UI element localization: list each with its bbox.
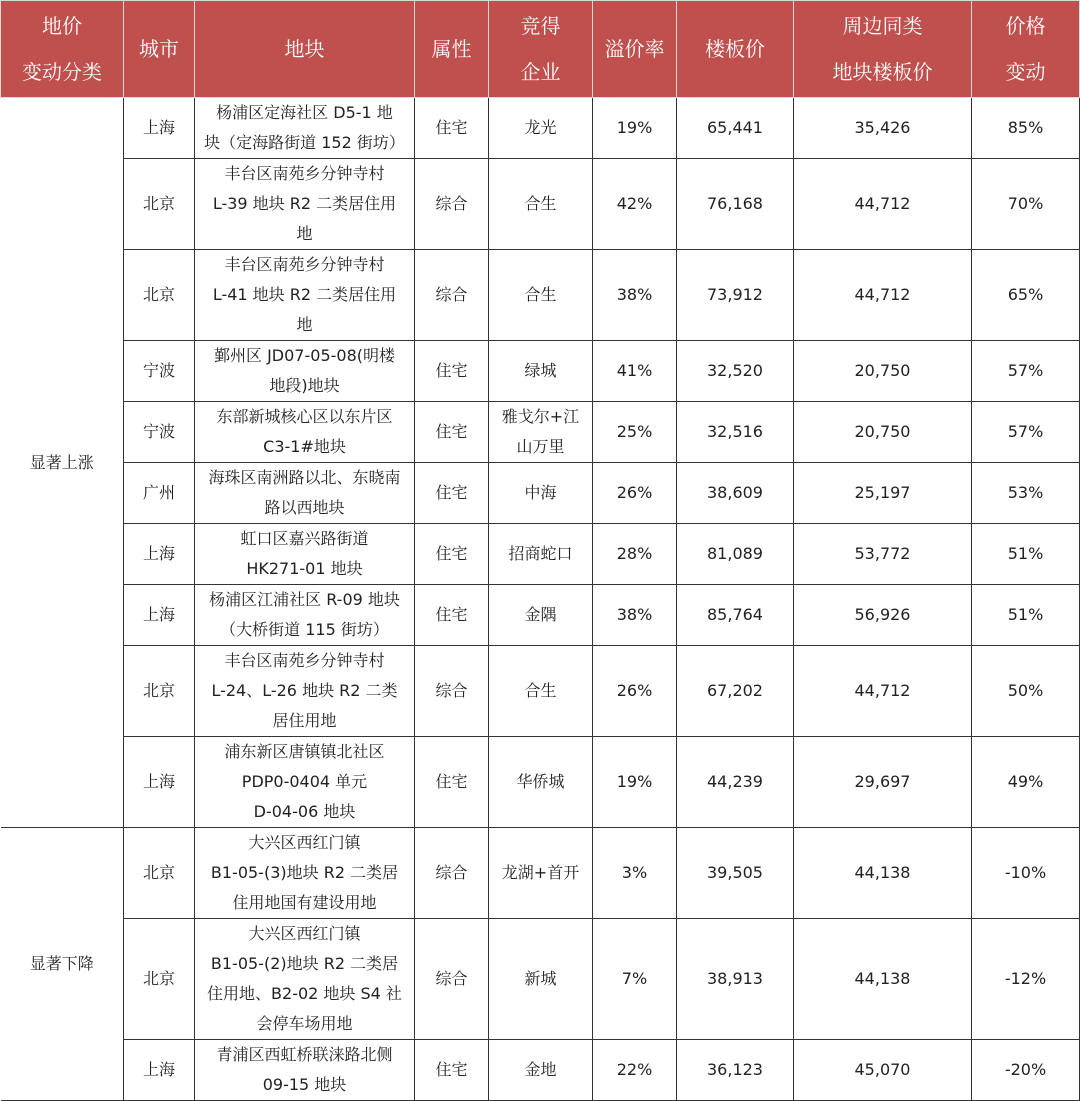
bidder-cell-line: 金隅 [524,605,557,624]
attribute-cell: 住宅 [415,341,489,402]
parcel-cell-line: 鄞州区 JD07-05-08(明楼 [214,346,395,365]
parcel-cell-line: 杨浦区定海社区 D5-1 地 [216,103,393,122]
change-cell: 65% [972,250,1080,341]
parcel-cell [195,250,415,341]
parcel-cell [195,402,415,463]
bidder-cell [489,737,593,828]
bidder-cell [489,250,593,341]
nearby-price-cell: 44,138 [794,919,972,1040]
header-nearby-price [794,1,972,98]
floor-price-cell: 36,123 [677,1040,794,1101]
bidder-cell [489,1040,593,1101]
floor-price-cell: 76,168 [677,159,794,250]
parcel-cell-line: 浦东新区唐镇镇北社区 [224,742,385,761]
city-cell: 广州 [124,463,195,524]
nearby-price-cell: 53,772 [794,524,972,585]
parcel-cell-line: 09-15 地块 [262,1075,347,1094]
header-city: 城市 [124,1,195,98]
city-cell: 北京 [124,646,195,737]
premium-cell: 26% [593,463,677,524]
premium-cell: 42% [593,159,677,250]
table-row [1,1040,1080,1101]
bidder-cell-line: 华侨城 [516,772,565,791]
floor-price-cell: 44,239 [677,737,794,828]
bidder-cell [489,341,593,402]
city-cell: 上海 [124,1040,195,1101]
table-row [1,585,1080,646]
parcel-cell-line: 地 [296,224,313,243]
parcel-cell [195,524,415,585]
attribute-cell: 住宅 [415,402,489,463]
header-premium: 溢价率 [593,1,677,98]
floor-price-cell: 67,202 [677,646,794,737]
change-cell: 50% [972,646,1080,737]
bidder-cell-line: 金地 [524,1060,557,1079]
bidder-cell [489,98,593,159]
bidder-cell [489,524,593,585]
header-category-line: 变动分类 [22,60,102,84]
attribute-cell: 住宅 [415,737,489,828]
parcel-cell-line: 丰台区南苑乡分钟寺村 [224,651,385,670]
parcel-cell-line: 东部新城核心区以东片区 [216,407,393,426]
bidder-cell-line: 合生 [524,681,557,700]
table-row [1,737,1080,828]
bidder-cell-line: 新城 [524,969,557,988]
parcel-cell-line: 虹口区嘉兴路街道 [240,529,369,548]
table-row [1,250,1080,341]
attribute-cell: 综合 [415,250,489,341]
nearby-price-cell: 45,070 [794,1040,972,1101]
header-change [972,1,1080,98]
table-row [1,159,1080,250]
parcel-cell-line: PDP0-0404 单元 [241,772,368,791]
table-row [1,646,1080,737]
header-category-line: 地价 [42,14,82,38]
premium-cell: 28% [593,524,677,585]
parcel-cell-line: L-24、L-26 地块 R2 二类 [211,681,398,700]
city-cell: 北京 [124,919,195,1040]
nearby-price-cell: 44,712 [794,159,972,250]
header-floor-price: 楼板价 [677,1,794,98]
premium-cell: 19% [593,98,677,159]
header-bidder-line: 竞得 [520,14,561,38]
premium-cell: 7% [593,919,677,1040]
bidder-cell-line: 合生 [524,194,557,213]
header-change-line: 变动 [1005,60,1046,84]
parcel-cell-line: HK271-01 地块 [246,559,363,578]
parcel-cell-line: D-04-06 地块 [253,802,356,821]
premium-cell: 25% [593,402,677,463]
nearby-price-cell: 20,750 [794,341,972,402]
change-cell: 51% [972,524,1080,585]
change-cell: 57% [972,341,1080,402]
floor-price-cell: 38,913 [677,919,794,1040]
parcel-cell-line: 住用地国有建设用地 [232,893,377,912]
bidder-cell-line: 龙湖+首开 [501,863,580,882]
attribute-cell: 住宅 [415,585,489,646]
parcel-cell-line: 大兴区西红门镇 [248,924,361,943]
header-nearby-price-line: 周边同类 [842,14,923,38]
change-cell: 70% [972,159,1080,250]
change-cell: -12% [972,919,1080,1040]
table-row [1,828,1080,919]
nearby-price-cell: 56,926 [794,585,972,646]
change-cell: 51% [972,585,1080,646]
nearby-price-cell: 44,138 [794,828,972,919]
parcel-cell-line: 大兴区西红门镇 [248,833,361,852]
bidder-cell-line: 雅戈尔+江 [501,407,580,426]
parcel-cell [195,1040,415,1101]
parcel-cell-line: 住用地、B2-02 地块 S4 社 [207,984,402,1003]
parcel-cell [195,98,415,159]
bidder-cell-line: 招商蛇口 [508,544,573,563]
parcel-cell [195,463,415,524]
bidder-cell-line: 山万里 [516,437,565,456]
premium-cell: 41% [593,341,677,402]
nearby-price-cell: 35,426 [794,98,972,159]
bidder-cell [489,646,593,737]
premium-cell: 26% [593,646,677,737]
table-row [1,402,1080,463]
bidder-cell [489,919,593,1040]
parcel-cell-line: （大桥街道 115 街坊） [220,620,389,639]
floor-price-cell: 39,505 [677,828,794,919]
parcel-cell-line: 海珠区南洲路以北、东晓南 [208,468,401,487]
bidder-cell [489,402,593,463]
bidder-cell-line: 绿城 [524,361,557,380]
parcel-cell [195,828,415,919]
city-cell: 上海 [124,585,195,646]
nearby-price-cell: 44,712 [794,646,972,737]
city-cell: 北京 [124,828,195,919]
category-cell: 显著下降 [1,828,124,1101]
bidder-cell-line: 龙光 [524,118,557,137]
city-cell: 宁波 [124,402,195,463]
nearby-price-cell: 25,197 [794,463,972,524]
bidder-cell [489,828,593,919]
header-bidder [489,1,593,98]
attribute-cell: 住宅 [415,98,489,159]
bidder-cell [489,159,593,250]
premium-cell: 3% [593,828,677,919]
nearby-price-cell: 44,712 [794,250,972,341]
header-category [1,1,124,98]
bidder-cell-line: 中海 [524,483,557,502]
table-row [1,463,1080,524]
premium-cell: 38% [593,250,677,341]
parcel-cell-line: L-39 地块 R2 二类居住用 [212,194,397,213]
category-cell: 显著上涨 [1,98,124,828]
floor-price-cell: 81,089 [677,524,794,585]
floor-price-cell: 32,516 [677,402,794,463]
attribute-cell: 住宅 [415,1040,489,1101]
parcel-cell-line: 丰台区南苑乡分钟寺村 [224,255,385,274]
table-row [1,919,1080,1040]
parcel-cell [195,159,415,250]
parcel-cell-line: 地 [296,315,313,334]
parcel-cell-line: 丰台区南苑乡分钟寺村 [224,164,385,183]
change-cell: 49% [972,737,1080,828]
floor-price-cell: 38,609 [677,463,794,524]
parcel-cell-line: C3-1#地块 [263,437,346,456]
attribute-cell: 综合 [415,828,489,919]
header-row [1,1,1080,98]
bidder-cell-line: 合生 [524,285,557,304]
parcel-cell [195,737,415,828]
parcel-cell-line: L-41 地块 R2 二类居住用 [212,285,397,304]
header-parcel: 地块 [195,1,415,98]
nearby-price-cell: 29,697 [794,737,972,828]
header-nearby-price-line: 地块楼板价 [832,60,933,84]
header-bidder-line: 企业 [520,60,561,84]
city-cell: 北京 [124,250,195,341]
attribute-cell: 综合 [415,159,489,250]
change-cell: 85% [972,98,1080,159]
table-row [1,341,1080,402]
city-cell: 上海 [124,98,195,159]
parcel-cell-line: B1-05-(3)地块 R2 二类居 [210,863,399,882]
floor-price-cell: 73,912 [677,250,794,341]
city-cell: 宁波 [124,341,195,402]
parcel-cell-line: B1-05-(2)地块 R2 二类居 [210,954,399,973]
parcel-cell-line: 杨浦区江浦社区 R-09 地块 [209,590,400,609]
floor-price-cell: 85,764 [677,585,794,646]
table-body [1,98,1080,1101]
parcel-cell-line: 块（定海路街道 152 街坊） [204,133,405,152]
attribute-cell: 住宅 [415,524,489,585]
city-cell: 上海 [124,524,195,585]
parcel-cell-line: 会停车场用地 [256,1014,353,1033]
nearby-price-cell: 20,750 [794,402,972,463]
premium-cell: 19% [593,737,677,828]
parcel-cell [195,919,415,1040]
floor-price-cell: 32,520 [677,341,794,402]
bidder-cell [489,463,593,524]
parcel-cell [195,585,415,646]
parcel-cell-line: 地段)地块 [269,376,340,395]
attribute-cell: 住宅 [415,463,489,524]
header-change-line: 价格 [1005,14,1046,38]
city-cell: 上海 [124,737,195,828]
header-attribute: 属性 [415,1,489,98]
parcel-cell-line: 青浦区西虹桥联涞路北侧 [216,1045,393,1064]
attribute-cell: 综合 [415,646,489,737]
floor-price-cell: 65,441 [677,98,794,159]
change-cell: 53% [972,463,1080,524]
parcel-cell [195,341,415,402]
parcel-cell [195,646,415,737]
city-cell: 北京 [124,159,195,250]
bidder-cell [489,585,593,646]
parcel-cell-line: 路以西地块 [264,498,345,517]
table-row [1,98,1080,159]
premium-cell: 38% [593,585,677,646]
change-cell: 57% [972,402,1080,463]
table-row [1,524,1080,585]
change-cell: -10% [972,828,1080,919]
premium-cell: 22% [593,1040,677,1101]
change-cell: -20% [972,1040,1080,1101]
attribute-cell: 综合 [415,919,489,1040]
parcel-cell-line: 居住用地 [272,711,337,730]
